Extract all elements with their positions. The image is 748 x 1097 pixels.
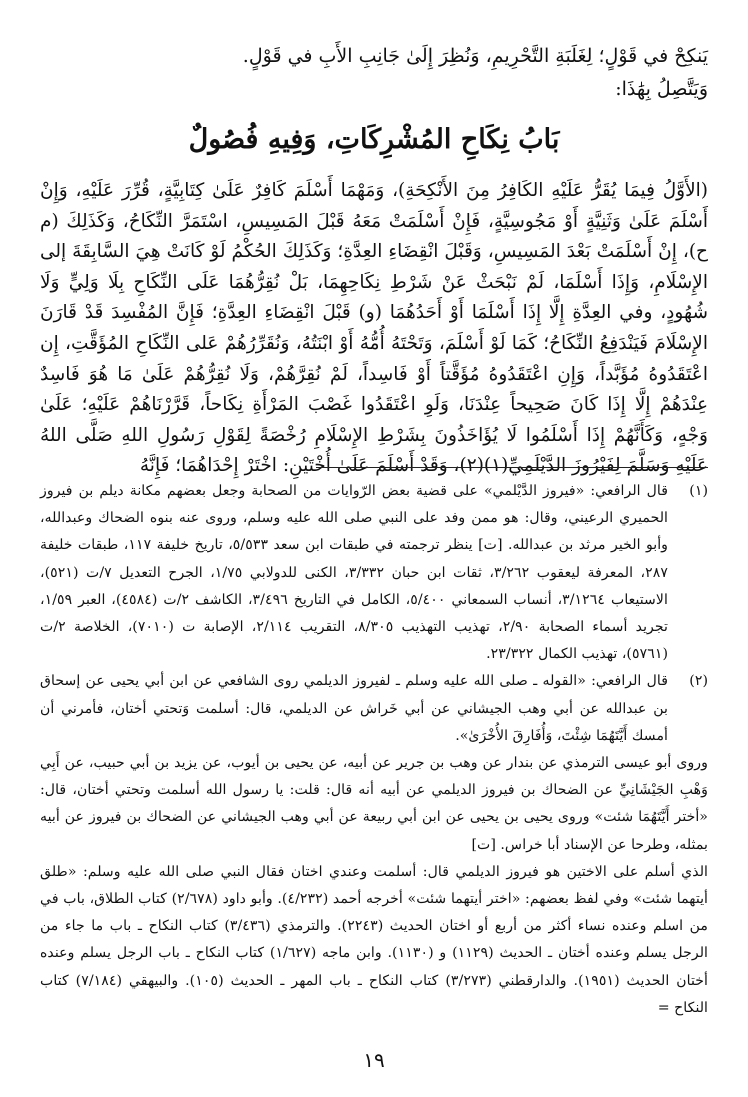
footnote-number: (٢)	[689, 673, 708, 690]
footnote-text: قال الرافعي: «القوله ـ صلى الله عليه وسلم ـ لفيروز الديلمي روى الشافعي عن ابن أبي يحيى عن إسحاق بن عبدالله عن أبي وهب الجيشاني عن أبي خَراش عن الديلمي، قال: أسلمت وَتحتي أختان، فأمرني أن أمسك أَيَّتَهُمَا شِئْتَ، وَأُفَارِقَ الأُخْرَىٰ».	[40, 673, 668, 744]
footnote-continuation-para: وروى أبو عيسى الترمذي عن بندار عن وهب بن جرير عن أبيه، عن يحيى بن أيوب، عن يزيد بن أبي حبيب، عن أَبِي وَهْبِ الجَيْشَانِيِّ عن الضحاك بن فيروز الديلمي عن أبيه أنه قال: قلت: يا رسول الله أسلمت وتحتي أختان، قال: «أختر أَيَّتَهُمَا شئت» وروى يحيى بن يحيى عن ابن أبي ربيعة عن أبي وهب الجيشاني عن الضحاك بن فيروز عن أبيه بمثله، وطرحا عن الإسناد أبا خراس. [ت]	[40, 755, 708, 853]
top-line-2: وَيَتَّصِلُ بِهَٰذَا:	[615, 78, 708, 100]
top-passage	[40, 40, 708, 106]
footnote-text: قال الرافعي: «فيروز الدَّيْلمي» على قضية بعض الرّوايات من الصحابة وجعل بعضهم مكانة ديلم بن فيروز الحميري الرعيني، وقال: هو ممن وفد على النبي صلى الله عليه وسلم، وروى عنه بنوه الضحاك وعبدالله، وأبو الخير مرثد بن عبدالله. [ت] ينظر ترجمته في طبقات ابن سعد ٥/٥٣٣، تاريخ خليفة ١١٧، طبقات خليفة ٢٨٧، المعرفة ليعقوب ٣/٢٦٢، ثقات ابن حبان ٣/٣٣٢، الكنى للدولابي ١/٧٥، الجرح التعديل ٧/ت (٥٢١)، الاستيعاب ٣/١٢٦٤، أنساب السمعاني ٥/٤٠٠، الكامل في التاريخ ٣/٤٩٦، الكاشف ٢/ت (٤٥٨٤)، العبر ١/٥٩، تجريد أسماء الصحابة ٢/٩٠، تهذيب التهذيب ٨/٣٠٥، التقريب ٢/١١٤، الإصابة ت (٧٠١٠)، الخلاصة ٢/ت (٥٧٦١)، تهذيب الكمال ٢٣/٣٢٢.	[40, 483, 669, 663]
footnote-1	[40, 478, 708, 668]
footnote-continuation-para: الذي أسلم على الاختين هو فيروز الديلمي قال: أسلمت وعندي اختان فقال النبي صلى الله عليه وسلم: «طلق أيتهما شئت» وفي لفظ بعضهم: «اختر أيتهما شئت» أخرجه أحمد (٤/٢٣٢). وأبو داود (٢/٦٧٨) كتاب الطلاق، باب في من اسلم وعنده نساء أكثر من أربع أو اختان الحديث (٢٢٤٣). والترمذي (٣/٤٣٦) كتاب النكاح ـ باب ما جاء من الرجل يسلم وعنده أختان ـ الحديث (١١٢٩) و (١١٣٠). وابن ماجه (١/٦٢٧) كتاب النكاح ـ باب الرجل يسلم وعنده أختان الحديث (١٩٥١). والدارقطني (٣/٢٧٣) كتاب النكاح ـ باب المهر ـ الحديث (١٠٥). والبيهقي (٧/١٨٤) كتاب النكاح =	[40, 863, 709, 1016]
page-number: ١٩	[363, 1048, 385, 1072]
footnote-2	[40, 668, 708, 750]
footnote-divider	[316, 467, 708, 468]
footnotes	[40, 478, 708, 1022]
main-body	[40, 176, 708, 482]
body-paragraph: (الأَوَّلُ فِيمَا يُقَرُّ عَلَيْهِ الكَافِرُ مِنَ الأَنْكِحَةِ)، وَمَهْمَا أَسْلَمَ كَافِرٌ عَلَىٰ كِتَابِيَّةٍ، قُرِّرَ عَلَيْهِ، وَإِنْ أَسْلَمَ عَلَىٰ وَثَنِيَّةٍ أَوْ مَجُوسِيَّةٍ، فَإِنْ أَسْلَمَتْ مَعَهُ قَبْلَ المَسِيسِ، اسْتَمَرَّ النِّكَاحُ، وَكَذَلِكَ (م ح)، إِنْ أَسْلَمَتْ بَعْدَ المَسِيسِ، وَقَبْلَ انْقِضَاءِ العِدَّةِ؛ وَكَذَلِكَ الحُكْمُ لَوْ كَانَتْ هِيَ السَّابِقَةَ إلى الإِسْلَامِ، وَإِذَا أَسْلَمَا، لَمْ نَبْحَثْ عَنْ شَرْطِ نِكَاحِهِمَا، بَلْ نُقِرُّهُمَا عَلَى النِّكَاحِ بِلَا وَلِيٍّ وَلَا شُهُودٍ، وفي العِدَّةِ إِلَّا إِذَا أَسْلَمَا أَوْ أَحَدُهُمَا (و) قَبْلَ انْقِضَاءِ العِدَّةِ؛ فَإِنَّ المُفْسِدَ قَدْ قَارَنَ الإِسْلَامَ فَيَنْدَفِعُ النِّكَاحُ؛ كَمَا لَوْ أَسْلَمَ، وَتَحْتَهُ أُمُّهُ أَوْ ابْنَتُهُ، وَنُقَرِّرُهُمْ عَلى النِّكَاحِ المُؤَقَّتِ، إِن اعْتَقَدُوهُ مُؤَبَّداً، وَإِنِ اعْتَقَدُوهُ مُؤَقَّتاً أَوْ فَاسِداً، لَمْ نُقِرَّهُمْ، وَلَا نُقِرُّهُمْ عَلَىٰ مَا هُوَ فَاسِدٌ عِنْدَهُمْ إِلَّا إِذَا كَانَ صَحِيحاً عِنْدَنَا، وَلَوِ اعْتَقَدُوا غَصْبَ المَرْأَةِ نِكَاحاً، قَرَّرْنَاهُمْ عَلَيْهِ؛ عَلَىٰ وَجْهٍ، وَكَأَنَّهُمْ إِذَا أَسْلَمُوا لَا يُؤَاخَذُونَ بِشَرْطِ الإِسْلَامِ رُخْصَةً لِقَوْلِ رَسُولِ اللهِ صَلَّى اللهُ عَلَيْهِ وَسَلَّمَ لِفَيْرُوزَ الدَّيْلَمِيِّ(١)(٢)، وَقَدْ أَسْلَمَ عَلَىٰ أُخْتَيْنِ: اخْتَرْ إِحْدَاهُمَا؛ فَإِنَّهُ	[40, 180, 708, 477]
footnote-continuation	[40, 750, 708, 1022]
chapter-title: بَابُ نِكَاحِ المُشْرِكَاتِ، وَفِيهِ فُصُولٌ	[188, 124, 560, 155]
footnote-number: (١)	[689, 483, 708, 499]
top-line-1: يَنكِحْ في قَوْلٍ؛ لِغَلَبَةِ التَّحْرِيمِ، وَنُظِرَ إِلَىٰ جَانِبِ الأَبِ في قَوْلٍ.	[242, 45, 708, 67]
